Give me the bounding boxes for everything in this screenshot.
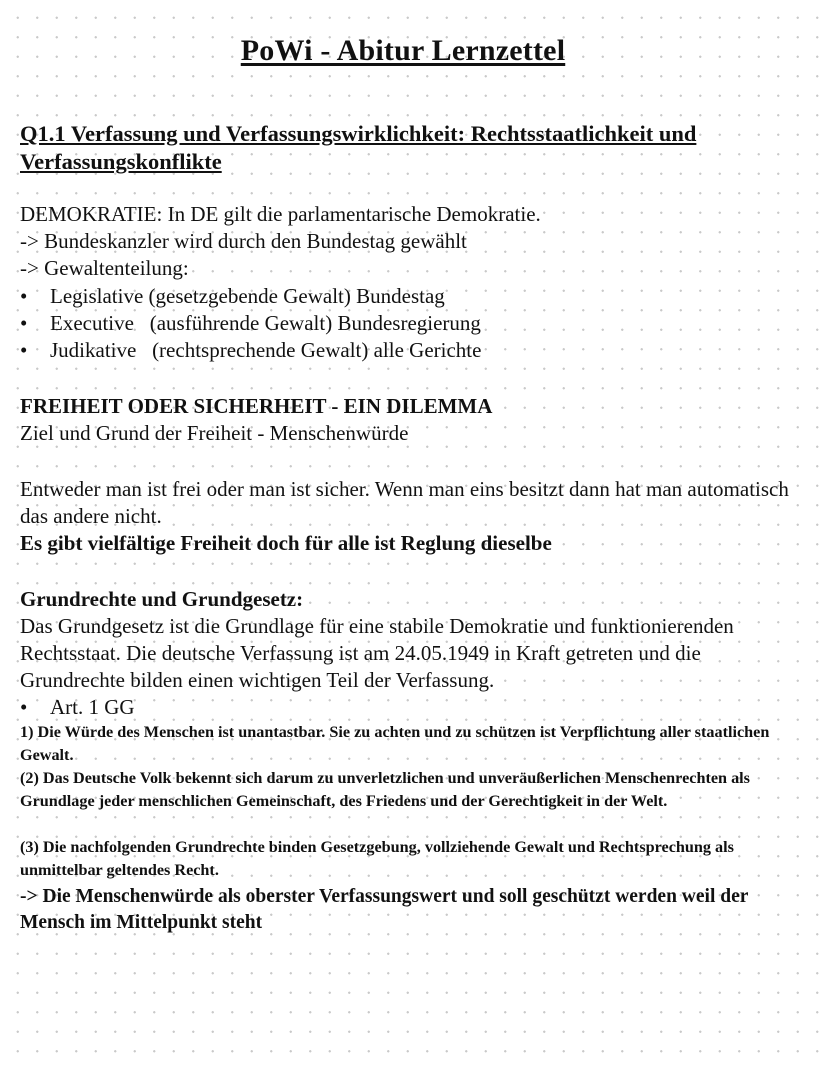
bullet-text: Legislative (gesetzgebende Gewalt) Bundestag (50, 284, 445, 308)
article-paragraph-3: (3) Die nachfolgenden Grundrechte binden Gesetzgebung, vollziehende Gewalt und Rechtsprechung als unmittelbar geltendes Recht. (20, 838, 734, 879)
grundrechte-heading: Grundrechte und Grundgesetz: (20, 587, 304, 611)
bullet-icon: • (20, 311, 28, 335)
freiheit-emphasis: Es gibt vielfältige Freiheit doch für alle ist Reglung dieselbe (20, 531, 552, 555)
bullet-text: Judikative (rechtsprechende Gewalt) alle Gerichte (50, 338, 482, 362)
page-title: PoWi - Abitur Lernzettel (240, 34, 566, 67)
bullet-art-1-gg (20, 694, 135, 721)
freiheit-subtitle: Ziel und Grund der Freiheit - Menschenwürde (20, 421, 409, 445)
bullet-executive (20, 310, 481, 337)
bullet-judikative (20, 337, 481, 364)
bullet-icon: • (20, 284, 28, 308)
freiheit-paragraph: Entweder man ist frei oder man ist sicher. Wenn man eins besitzt dann hat man automatisch das andere nicht. (20, 477, 789, 528)
grundrechte-conclusion: -> Die Menschenwürde als oberster Verfassungswert und soll geschützt werden weil der Mensch im Mittelpunkt steht (20, 886, 749, 933)
section-heading: Q1.1 Verfassung und Verfassungswirklichkeit: Rechtsstaatlichkeit und Verfassungskonflikte (20, 121, 697, 174)
article-paragraph-1: 1) Die Würde des Menschen ist unantastbar. Sie zu achten und zu schützen ist Verpflichtung aller staatlichen Gewalt. (20, 723, 770, 764)
bullet-text: Art. 1 GG (50, 695, 135, 719)
demokratie-line-kanzler: -> Bundeskanzler wird durch den Bundestag gewählt (20, 229, 467, 253)
bullet-icon: • (20, 338, 28, 362)
freiheit-heading: FREIHEIT ODER SICHERHEIT - EIN DILEMMA (20, 394, 493, 418)
demokratie-line-gewaltenteilung: -> Gewaltenteilung: (20, 256, 189, 280)
bullet-legislative (20, 283, 445, 310)
demokratie-intro: DEMOKRATIE: In DE gilt die parlamentarische Demokratie. (20, 202, 541, 226)
bullet-icon: • (20, 695, 28, 719)
bullet-text: Executive (ausführende Gewalt) Bundesregierung (50, 311, 481, 335)
article-paragraph-2: (2) Das Deutsche Volk bekennt sich darum zu unverletzlichen und unveräußerlichen Menschenrechten als Grundlage jeder menschlichen Gemeinschaft, des Friedens und der Gerechtigkeit in der Welt. (20, 769, 750, 810)
grundrechte-paragraph: Das Grundgesetz ist die Grundlage für eine stabile Demokratie und funktionierenden Rechtsstaat. Die deutsche Verfassung ist am 24.05.1949 in Kraft getreten und die Grundrechte bilden einen wichtigen Teil der Verfassung. (20, 614, 734, 692)
